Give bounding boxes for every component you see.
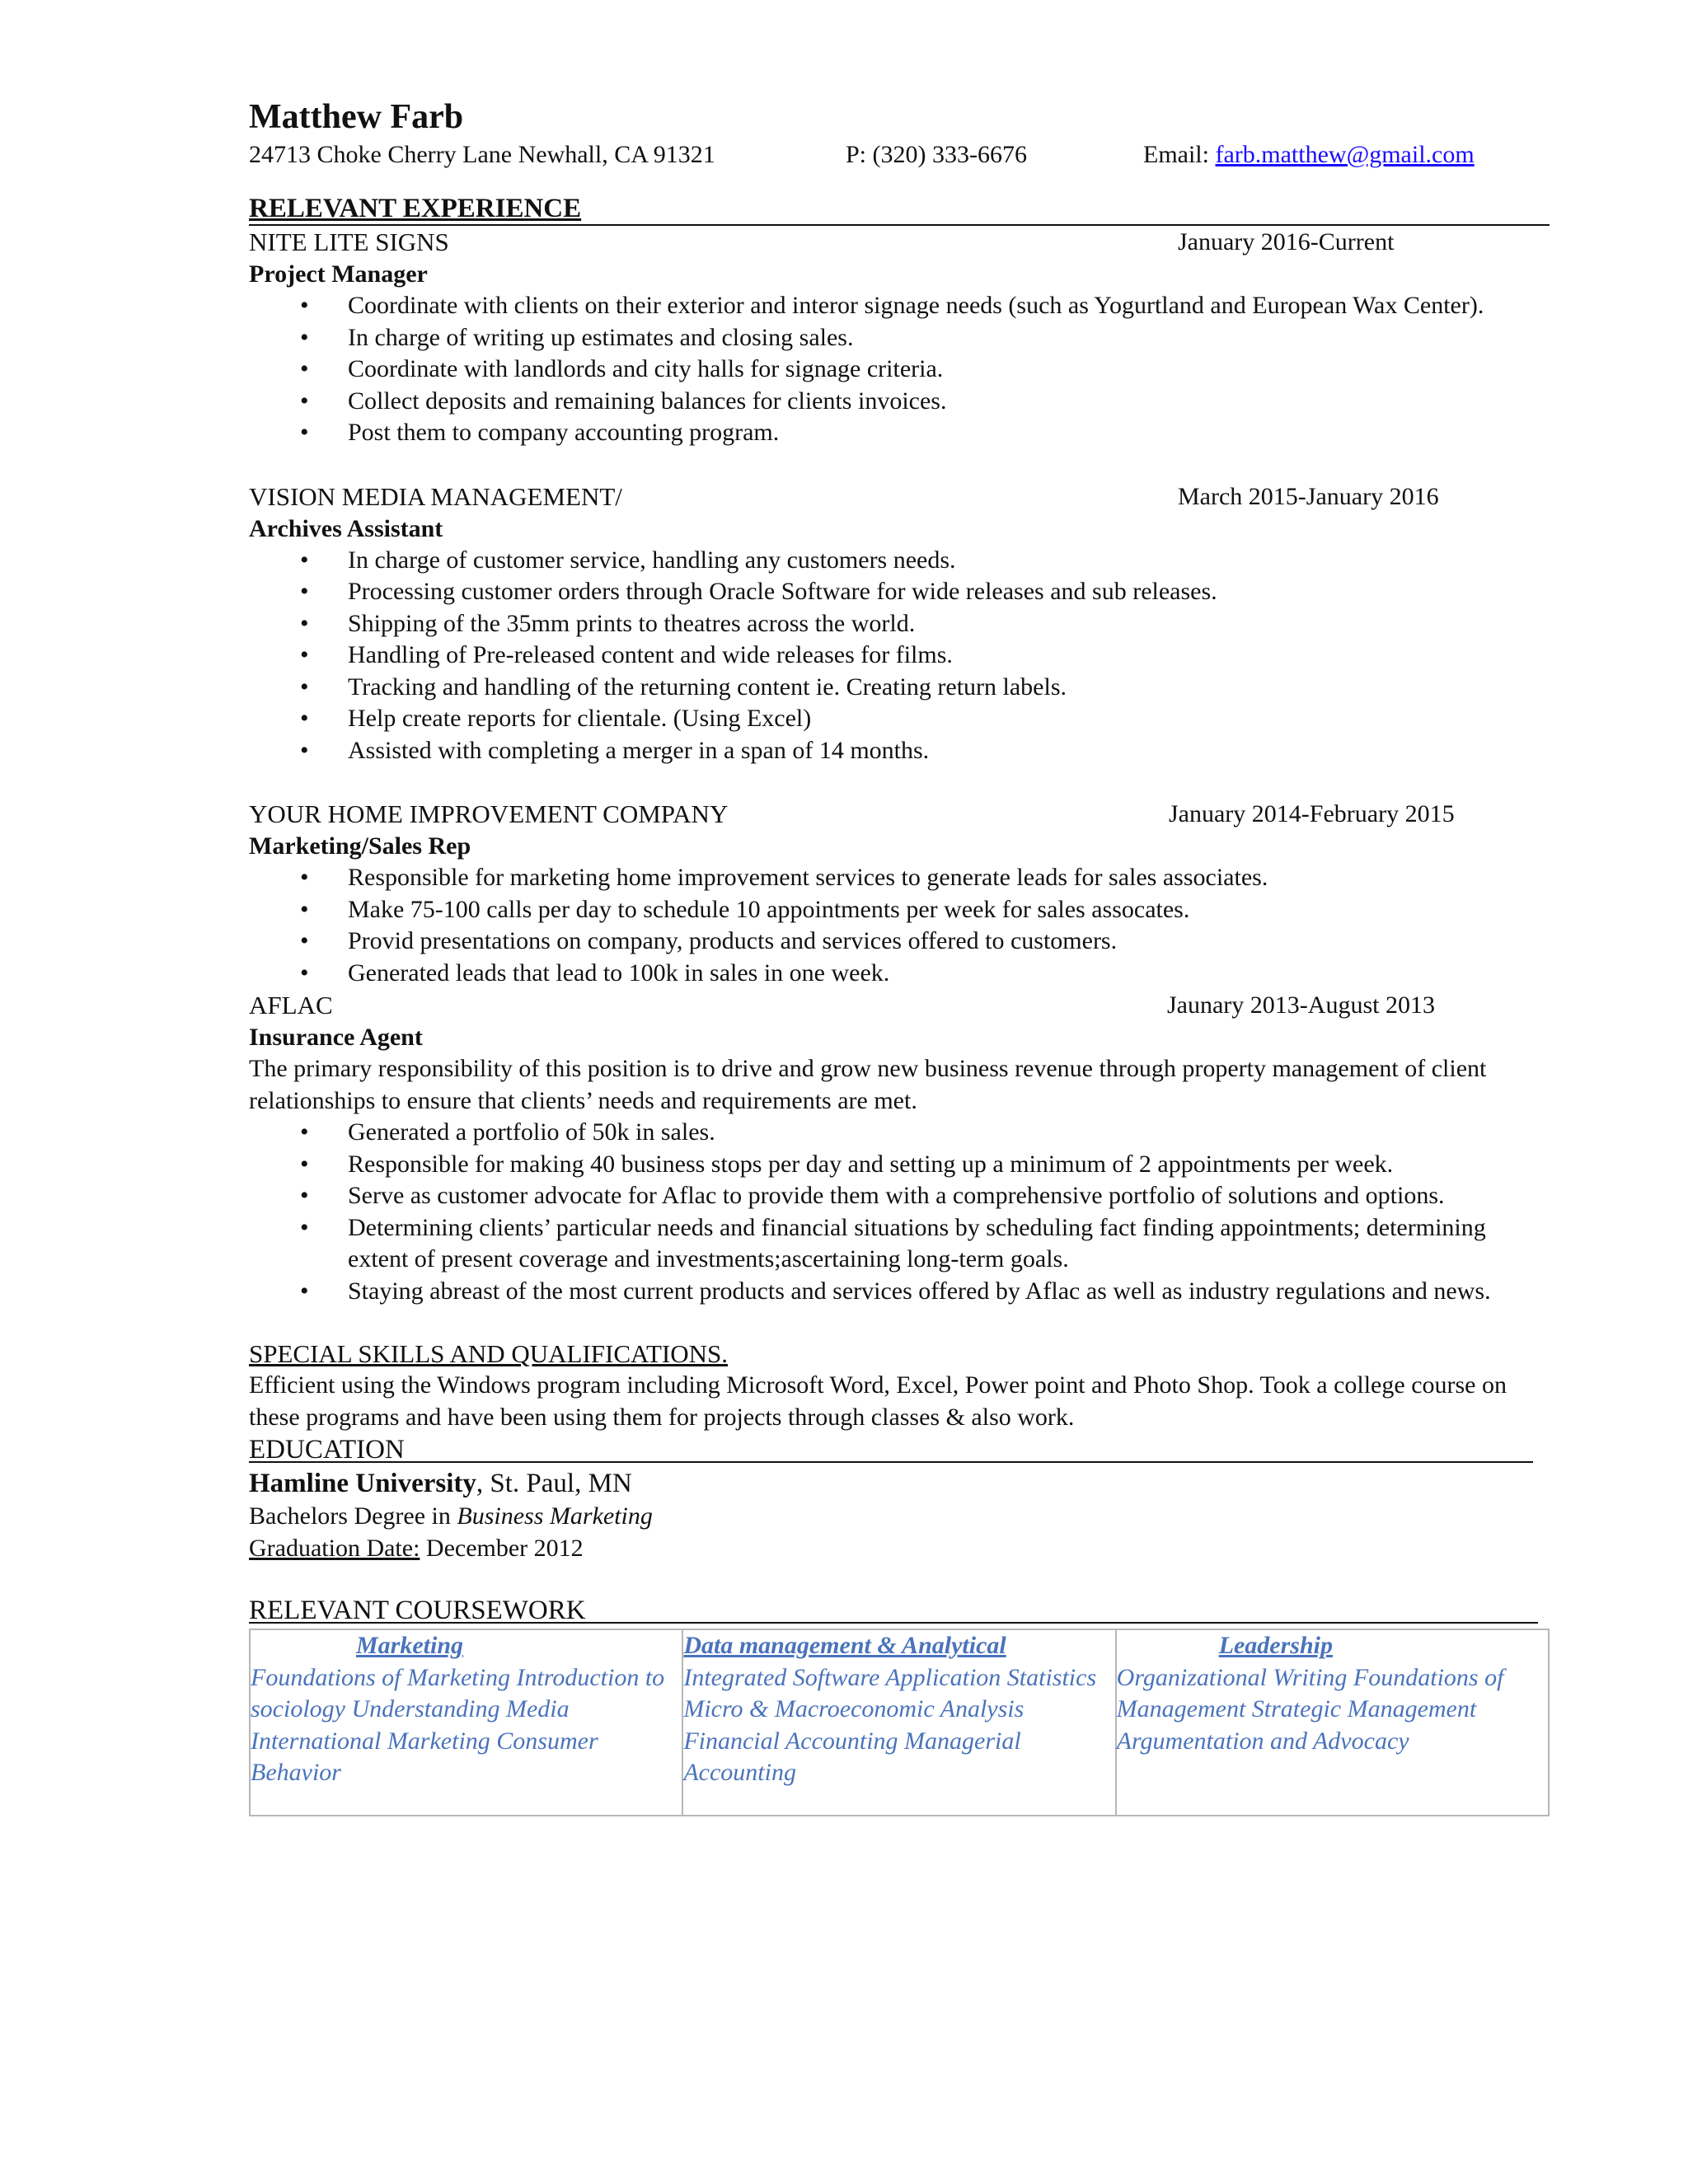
job-entry — [249, 798, 1550, 989]
job-duties — [249, 290, 1550, 449]
list-item: • Determining clients’ particular needs and financial situations by scheduling fact finding appointments; determining extent of present coverage and investments;ascertaining long-term goals. — [300, 1213, 1486, 1273]
job-duties — [249, 862, 1550, 989]
course-list: Foundations of Marketing Introduction to sociology Understanding Media International Marketing Consumer Behavior — [251, 1663, 665, 1787]
bullet-icon: • — [300, 419, 309, 447]
list-item: • Generated a portfolio of 50k in sales. — [249, 1117, 1550, 1149]
graduation-label: Graduation Date: — [249, 1534, 420, 1562]
coursework-heading: RELEVANT COURSEWORK — [249, 1594, 1550, 1627]
bullet-icon: • — [300, 895, 309, 923]
company-name: YOUR HOME IMPROVEMENT COMPANY — [249, 799, 729, 829]
bullet-icon: • — [300, 673, 309, 701]
contact-line — [249, 138, 1550, 171]
job-duties — [249, 1117, 1550, 1307]
bullet-icon: • — [300, 578, 309, 606]
list-item: • Post them to company accounting program. — [249, 417, 1550, 449]
list-item: • Coordinate with clients on their exterior and interor signage needs (such as Yogurtland and European Wax Center). — [249, 290, 1550, 322]
table-row — [250, 1629, 1549, 1816]
bullet-icon: • — [300, 546, 309, 574]
heading-rule — [249, 1461, 1533, 1463]
graduation-line — [249, 1533, 1550, 1565]
list-item: • Responsible for making 40 business stops per day and setting up a minimum of 2 appointments per week. — [249, 1149, 1550, 1181]
email-label: Email: — [1143, 141, 1216, 169]
list-item: • Serve as customer advocate for Aflac to provide them with a comprehensive portfolio of solutions and options. — [249, 1180, 1550, 1212]
coursework-table — [249, 1629, 1550, 1816]
job-entry — [249, 480, 1550, 767]
bullet-icon: • — [300, 864, 309, 892]
bullet-icon: • — [300, 705, 309, 733]
list-item: • Tracking and handling of the returning content ie. Creating return labels. — [249, 672, 1550, 704]
list-item: • Shipping of the 35mm prints to theatres across the world. — [249, 608, 1550, 640]
company-name: NITE LITE SIGNS — [249, 227, 449, 257]
bullet-icon: • — [300, 927, 309, 955]
bullet-icon: • — [300, 387, 309, 415]
list-item: • In charge of customer service, handling any customers needs. — [249, 545, 1550, 577]
skills-text: Efficient using the Windows program including Microsoft Word, Excel, Power point and Photo Shop. Took a college course on these programs and have been using them for projects through classes & also work. — [249, 1371, 1507, 1431]
coursework-column-data — [682, 1629, 1115, 1816]
course-list: Integrated Software Application Statistics Micro & Macroeconomic Analysis Financial Accounting Managerial Accounting — [683, 1663, 1097, 1787]
job-dates: Jaunary 2013-August 2013 — [1167, 991, 1435, 1019]
job-header — [249, 798, 1550, 831]
bullet-icon: • — [300, 736, 309, 764]
coursework-column-marketing — [250, 1629, 682, 1816]
list-item: • Collect deposits and remaining balances for clients invoices. — [249, 386, 1550, 418]
column-heading: Data management & Analytical — [683, 1632, 1006, 1660]
company-name: VISION MEDIA MANAGEMENT/ — [249, 481, 622, 511]
heading-rule — [249, 1622, 1538, 1624]
list-item: • Processing customer orders through Oracle Software for wide releases and sub releases. — [249, 576, 1550, 608]
list-item: • Handling of Pre-released content and wide releases for films. — [249, 640, 1550, 672]
address: 24713 Choke Cherry Lane Newhall, CA 91321 — [249, 141, 715, 169]
school-name: Hamline University — [249, 1469, 476, 1499]
list-item: • Staying abreast of the most current products and services offered by Aflac as well as industry regulations and news. — [249, 1276, 1550, 1308]
bullet-icon: • — [300, 958, 309, 987]
graduation-date: December 2012 — [420, 1534, 584, 1562]
email-link[interactable]: farb.matthew@gmail.com — [1215, 141, 1475, 169]
bullet-icon: • — [300, 292, 309, 320]
list-item: • Assisted with completing a merger in a span of 14 months. — [249, 735, 1550, 767]
bullet-icon: • — [300, 323, 309, 351]
list-item: • Responsible for marketing home improvement services to generate leads for sales associates. — [249, 862, 1550, 894]
bullet-icon: • — [300, 355, 309, 383]
education-heading: EDUCATION — [249, 1433, 1550, 1466]
job-entry — [249, 989, 1550, 1307]
applicant-name: Matthew Farb — [249, 98, 464, 136]
course-list: Organizational Writing Foundations of Management Strategic Management Argumentation and Advocacy — [1116, 1663, 1504, 1755]
job-dates: January 2016-Current — [1178, 228, 1395, 256]
school-location: , St. Paul, MN — [476, 1469, 632, 1499]
job-entry — [249, 226, 1550, 449]
bullet-icon: • — [300, 1150, 309, 1178]
bullet-icon: • — [300, 609, 309, 637]
list-item: • Make 75-100 calls per day to schedule 10 appointments per week for sales assocates. — [249, 894, 1550, 926]
column-heading: Marketing — [356, 1632, 464, 1660]
list-item: • Coordinate with landlords and city halls for signage criteria. — [249, 354, 1550, 386]
bullet-icon: • — [300, 1277, 309, 1305]
bullet-icon: • — [300, 1182, 309, 1210]
bullet-icon: • — [300, 1213, 309, 1241]
phone-number: P: (320) 333-6676 — [846, 141, 1027, 169]
job-dates: March 2015-January 2016 — [1178, 482, 1439, 510]
resume-page — [249, 97, 1550, 1816]
experience-heading: RELEVANT EXPERIENCE — [249, 193, 1550, 226]
school-line — [249, 1466, 1550, 1501]
list-item: • In charge of writing up estimates and closing sales. — [249, 322, 1550, 354]
degree-line: Bachelors Degree in Business Marketing — [249, 1502, 653, 1530]
job-header — [249, 989, 1550, 1022]
job-title: Archives Assistant — [249, 514, 443, 542]
bullet-icon: • — [300, 641, 309, 669]
job-title: Marketing/Sales Rep — [249, 832, 471, 860]
bullet-icon: • — [300, 1118, 309, 1146]
job-duties — [249, 545, 1550, 767]
job-title: Project Manager — [249, 260, 428, 288]
degree-field: Business Marketing — [457, 1502, 653, 1530]
job-title: Insurance Agent — [249, 1024, 423, 1052]
skills-heading: SPECIAL SKILLS AND QUALIFICATIONS. — [249, 1339, 728, 1369]
job-header — [249, 226, 1550, 259]
company-name: AFLAC — [249, 991, 333, 1020]
job-header — [249, 480, 1550, 513]
list-item: • Help create reports for clientale. (Using Excel) — [249, 703, 1550, 735]
list-item: • Provid presentations on company, products and services offered to customers. — [249, 926, 1550, 958]
job-summary: The primary responsibility of this position is to drive and grow new business revenue through property management of client relationships to ensure that clients’ needs and requirements are met. — [249, 1055, 1487, 1114]
email-block — [1143, 138, 1475, 171]
column-heading: Leadership — [1218, 1632, 1333, 1660]
job-dates: January 2014-February 2015 — [1169, 800, 1455, 828]
coursework-column-leadership — [1116, 1629, 1549, 1816]
list-item: • Generated leads that lead to 100k in sales in one week. — [249, 958, 1550, 990]
